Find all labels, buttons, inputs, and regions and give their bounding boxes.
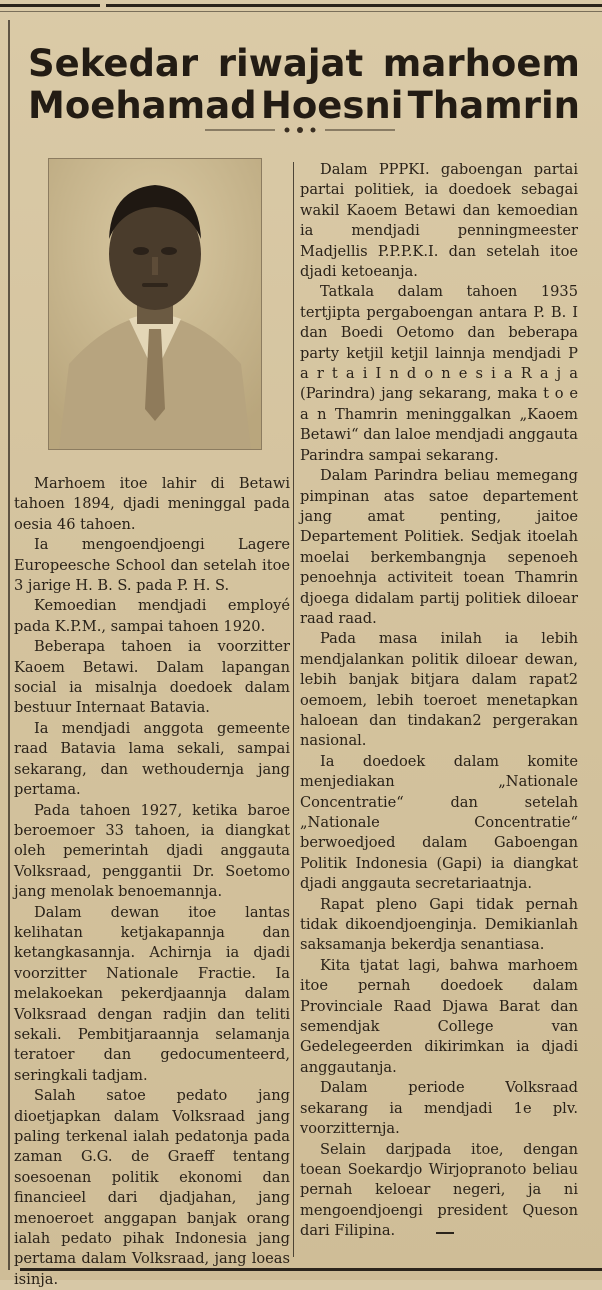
paragraph: Beberapa tahoen ia voorzitter Kaoem Betawi. Dalam lapangan social ia misalnja doedoek dalam bestuur Internaat Batavia. [14,638,290,717]
left-margin-rule [8,20,10,1270]
paragraph: Tatkala dalam tahoen 1935 tertjipta pergaboengan antara P. B. I dan Boedi Oetomo dan beberapa party ketjil ketjil lainnja mendjadi P a r t a i I n d o n e s i a R a j a (Parindra) jang sekarang, maka t o e a n Thamrin meninggalkan „Kaoem Betawi“ dan laloe mendjadi anggauta Parindra sampai sekarang. [300,283,578,464]
title-ornament [205,126,395,134]
column-divider [293,162,294,1257]
paragraph: Kemoedian mendjadi employé pada K.P.M., sampai tahoen 1920. [14,597,290,635]
headline-word: Sekedar [28,42,199,85]
paragraph: Salah satoe pedato jang dioetjapkan dalam Volksraad jang paling terkenal ialah pedatonja pada zaman G.G. de Graeff tentang soesoenan politik ekonomi dan financieel dari djadjahan, jang menoeroet anggapan banjak orang ialah pedato pihak Indonesia jang pertama dalam Volksraad, jang loeas isinja. [14,1087,290,1288]
paragraph: Pada tahoen 1927, ketika baroe beroemoer 33 tahoen, ia diangkat oleh pemerintah djadi anggauta Volksraad, penggantii Dr. Soetomo jang menolak benoemannja. [14,801,290,901]
top-rule-thin [0,11,602,12]
paragraph: Ia mengoendjoengi Lagere Europeesche School dan setelah itoe 3 jarige H. B. S. pada P. H. S. [14,536,290,595]
paragraph: Dalam PPPKI. gaboengan partai partai politiek, ia doedoek sebagai wakil Kaoem Betawi dan kemoedian ia mendjadi penningmeester Madjellis P.P.P.K.I. dan setelah itoe djadi ketoeanja. [300,161,578,281]
headline-word: Thamrin [407,84,580,127]
left-column [14,474,290,1290]
bottom-rule [20,1268,602,1271]
paragraph: Ia doedoek dalam komite menjediakan „Nationale Concentratie“ dan setelah „Nationale Concentratie“ berwoedjoed dalam Gaboengan Politik Indonesia (Gapi) ia diangkat djadi anggauta secretariaatnja. [300,752,578,893]
end-mark [436,1232,454,1234]
portrait-photo [48,158,262,450]
top-rule-right [106,4,602,7]
headline-line-2 [28,84,580,128]
headline-line-1 [28,42,580,86]
paragraph: Pada masa inilah ia lebih mendjalankan politik diloear dewan, lebih banjak bitjara dalam rapat2 oemoem, lebih toeroet menetapkan haloean dan tindakan2 pergerakan nasional. [300,630,578,750]
paragraph: Dalam Parindra beliau memegang pimpinan atas satoe departement jang amat penting, jaitoe Departement Politiek. Sedjak itoelah moelai berkembangnja sepenoeh penoehnja activiteit toean Thamrin djoega didalam partij politiek diloear raad raad. [300,467,578,627]
portrait-illustration [49,159,261,449]
top-rule-left [0,4,100,7]
headline-word: Hoesni [260,84,404,127]
headline-word: riwajat [217,42,364,85]
paragraph: Dalam periode Volksraad sekarang ia mendjadi 1e plv. voorzitternja. [300,1079,578,1138]
headline-word: marhoem [382,42,580,85]
right-column [300,160,578,1242]
paragraph: Rapat pleno Gapi tidak pernah tidak dikoendjoenginja. Demikianlah saksamanja bekerdja senantiasa. [300,895,578,954]
paragraph: Kita tjatat lagi, bahwa marhoem itoe pernah doedoek dalam Provinciale Raad Djawa Barat dan semendjak College van Gedelegeerden dikirimkan ia djadi anggautanja. [300,956,578,1076]
paragraph: Dalam dewan itoe lantas kelihatan ketjakapannja dan ketangkasannja. Achirnja ia djadi voorzitter Nationale Fractie. Ia melakoekan pekerdjaannja dalam Volksraad dengan radjin dan teliti sekali. Pembitjaraannja selamanja teratoer dan gedocumenteerd, seringkali tadjam. [14,903,290,1084]
paragraph: Selain darjpada itoe, dengan toean Soekardjo Wirjopranoto beliau pernah keloear negeri, ja ni mengoendjoengi president Queson dari Filipina. [300,1140,578,1240]
paragraph: Marhoem itoe lahir di Betawi tahoen 1894, djadi meninggal pada oesia 46 tahoen. [14,475,290,533]
paragraph: Ia mendjadi anggota gemeente raad Batavia lama sekali, sampai sekarang, dan wethoudernja jang pertama. [14,719,290,799]
headline-word: Moehamad [28,84,257,127]
